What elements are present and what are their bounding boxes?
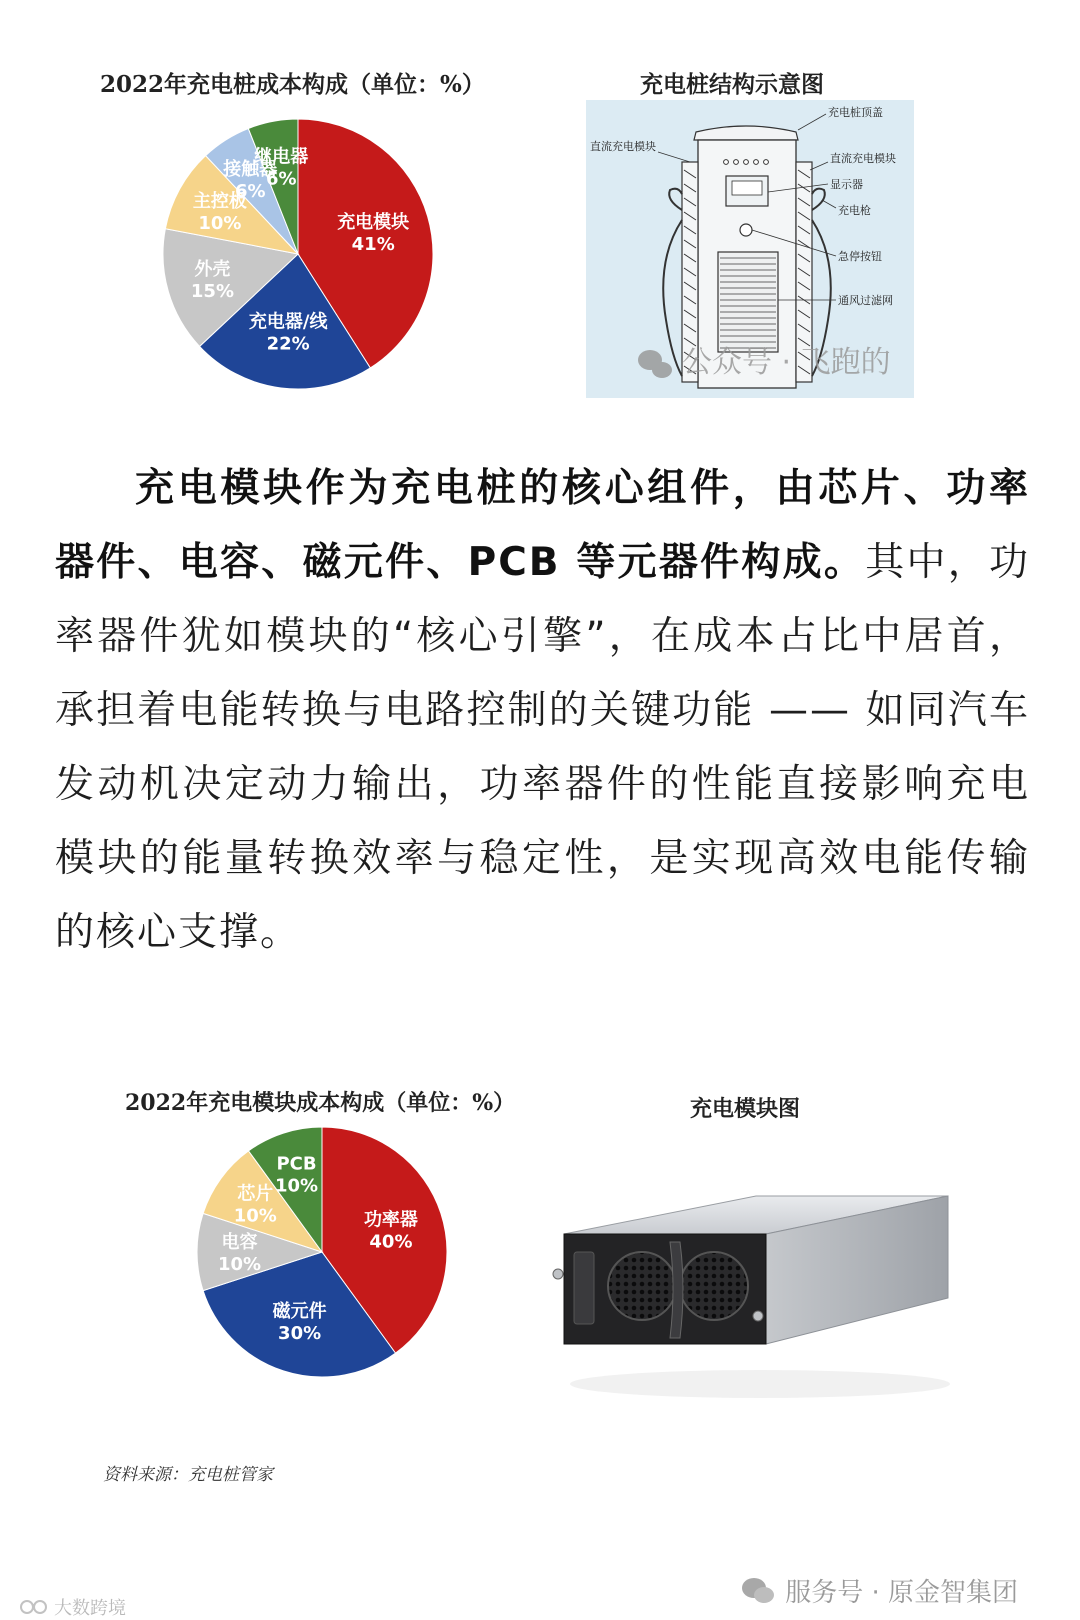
chart1-slice-2-value: 15% bbox=[190, 280, 234, 302]
chart2-slice-1-value: 30% bbox=[278, 1322, 322, 1344]
chart1-slice-3-value: 10% bbox=[198, 213, 242, 235]
article-rest: 其中，功率器件犹如模块的“核心引擎”，在成本占比中居首，承担着电能转换与电路控制的关键功能 —— 如同汽车发动机决定动力输出，功率器件的性能直接影响充电模块的能量转换效率与稳定性，是实现高效电能传输的核心支撑。 bbox=[55, 540, 1030, 955]
article-bold-part: 充电模块作为充电桩的核心组件，由芯片、功率器件、电容、磁元件、PCB 等元器件构成。 bbox=[55, 466, 1030, 585]
label-emergency-stop: 急停按钮 bbox=[838, 250, 882, 263]
chart2-slice-2-value: 10% bbox=[217, 1254, 262, 1275]
charging-pile-diagram bbox=[586, 100, 914, 398]
chart1-slice-3-name: 主控板 bbox=[192, 191, 247, 213]
chart2-pie bbox=[192, 1122, 452, 1382]
fan-left bbox=[608, 1252, 676, 1320]
module-image-title: 充电模块图 bbox=[690, 1096, 801, 1122]
chart2-slice-3-value: 10% bbox=[233, 1205, 277, 1227]
label-display: 显示器 bbox=[830, 178, 863, 191]
label-vent-filter: 通风过滤网 bbox=[838, 294, 893, 307]
label-dc-module-left: 直流充电模块 bbox=[590, 140, 656, 153]
chart2-slice-3-name: 芯片 bbox=[237, 1183, 274, 1205]
chart2-slice-4-value: 10% bbox=[274, 1175, 319, 1197]
chart2-slice-0-value: 40% bbox=[369, 1231, 413, 1253]
chart2-slice-1-name: 磁元件 bbox=[272, 1300, 327, 1322]
chart1-slice-4-value: 6% bbox=[234, 180, 266, 202]
chart1-slice-1-name: 充电器/线 bbox=[248, 311, 328, 333]
chart1-slice-5-name: 继电器 bbox=[254, 146, 309, 168]
corner-watermark bbox=[20, 1594, 126, 1620]
chart1-slice-1-value: 22% bbox=[266, 333, 310, 355]
logo-icon bbox=[20, 1598, 48, 1616]
footer-watermark bbox=[741, 1572, 1018, 1609]
chart1-slice-0-name: 充电模块 bbox=[337, 212, 410, 234]
corner-watermark-text: 大数跨境 bbox=[54, 1598, 126, 1619]
source-note: 资料来源：充电桩管家 bbox=[103, 1465, 273, 1485]
left-screw bbox=[553, 1269, 563, 1279]
chart2-slice-2-name: 电容 bbox=[221, 1232, 258, 1253]
article-body bbox=[55, 452, 1030, 970]
chart1-slice-4-name: 接触器 bbox=[223, 158, 278, 180]
chart1-pie bbox=[148, 104, 448, 404]
chart1-slice-5-value: 6% bbox=[266, 168, 297, 190]
label-charging-gun: 充电枪 bbox=[838, 204, 871, 217]
chart1-slice-2-name: 外壳 bbox=[194, 258, 231, 280]
right-screw bbox=[753, 1311, 763, 1321]
chart2-title: 2022年充电模块成本构成（单位：%） bbox=[125, 1090, 516, 1116]
diagram-title: 充电桩结构示意图 bbox=[640, 71, 824, 98]
chart1-title: 2022年充电桩成本构成（单位：%） bbox=[100, 71, 485, 98]
chart2-slice-4-name: PCB bbox=[276, 1153, 317, 1175]
module-handle bbox=[574, 1252, 594, 1324]
label-top-cover: 充电桩顶盖 bbox=[828, 106, 883, 119]
diagram-watermark-text: 公众号 · 飞跑的 bbox=[682, 345, 891, 380]
emergency-stop-button bbox=[740, 224, 752, 236]
chart1-slice-0-value: 41% bbox=[351, 234, 395, 256]
footer-account-text: 服务号 · 原金智集团 bbox=[785, 1578, 1018, 1608]
label-dc-module-right: 直流充电模块 bbox=[830, 152, 896, 165]
wechat-icon bbox=[741, 1577, 775, 1605]
fan-right bbox=[680, 1252, 748, 1320]
chart2-slice-0-name: 功率器 bbox=[363, 1209, 418, 1231]
charging-module-image bbox=[550, 1168, 970, 1408]
vent-filter bbox=[718, 252, 778, 352]
module-reflection bbox=[570, 1370, 950, 1398]
